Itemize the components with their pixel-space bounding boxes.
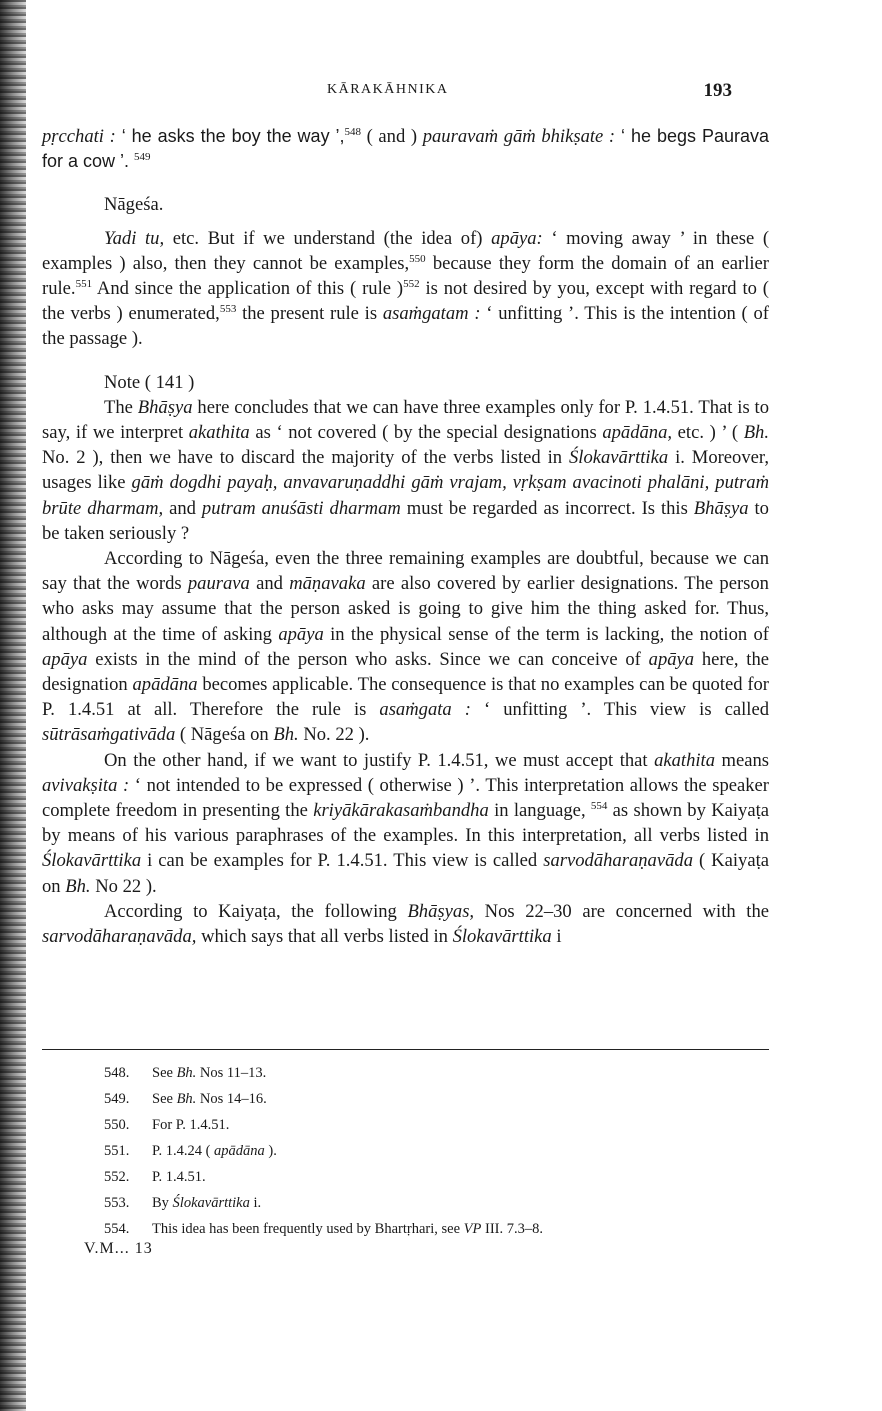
text: ( and ): [361, 126, 423, 147]
term: sarvodāharaṇavāda: [543, 850, 693, 872]
footnote-ref[interactable]: 553: [219, 303, 237, 316]
text: i can be examples for P. 1.4.51. This view is called: [141, 850, 544, 872]
text: The: [104, 396, 138, 418]
term: asaṁgata :: [379, 699, 471, 721]
text: are also covered by earlier designations. The person who asks may assume that the person asked is going to give him the thing asked for. Thus, although at the time of asking: [42, 573, 769, 645]
text: P. 1.4.24 (: [152, 1143, 215, 1159]
text: etc. But if we understand (the idea of): [164, 227, 492, 249]
text: On the other hand, if we want to justify P. 1.4.51, we must accept that: [104, 749, 655, 771]
footnotes: [104, 1060, 769, 1242]
text: to be taken seriously ?: [42, 497, 769, 544]
term: apāya: [648, 648, 695, 670]
text: here concludes that we can have three examples only for P. 1.4.51. That is to say, if we interpret: [42, 396, 770, 444]
text: because they form the domain of an earlier rule.: [42, 252, 769, 300]
text: By: [152, 1195, 173, 1211]
text: must be regarded as incorrect. Is this: [400, 497, 694, 519]
signature-mark: V.M... 13: [84, 1240, 153, 1257]
text: ‘ moving away ’ in these ( examples ) also, then they cannot be examples,: [42, 227, 770, 274]
text: and: [249, 573, 290, 595]
footnote: [104, 1164, 769, 1190]
term: avivakṣita :: [42, 774, 130, 796]
term: sūtrāsaṁgativāda: [42, 724, 176, 746]
nagesa-paragraph: [42, 226, 769, 352]
text: ‘ unfitting ’. This is the intention ( of the passage ).: [42, 303, 769, 350]
term: apāya: [42, 648, 88, 670]
text: as shown by Kaiyaṭa by means of his various paraphrases of the examples. In this interpretation, all verbs listed in: [42, 800, 770, 847]
term: māṇavaka: [289, 573, 366, 595]
text: becomes applicable. The consequence is that no examples can be quoted for P. 1.4.51 at all. Therefore the rule is: [42, 674, 770, 721]
footnote: [104, 1216, 769, 1242]
text: No. 22 ).: [298, 724, 370, 746]
page-number: 193: [703, 80, 732, 101]
running-head: KĀRAKĀHNIKA: [327, 82, 449, 97]
text: See: [152, 1065, 177, 1081]
footnote: [104, 1060, 769, 1086]
term: gāṁ dogdhi payaḥ, anvavaruṇaddhi gāṁ vrajam, vṛkṣam avacinoti phalāni, putraṁ brūte dharmam,: [42, 472, 769, 519]
text: here, the designation: [42, 648, 769, 696]
page-header: [42, 80, 772, 104]
text: in language,: [488, 800, 591, 822]
text: ‘ unfitting ’. This view is called: [470, 699, 769, 721]
text: means: [715, 749, 769, 771]
footnote-ref[interactable]: 549: [134, 151, 151, 164]
term: paurava: [187, 573, 250, 595]
term: pauravaṁ gāṁ bhikṣate :: [422, 126, 616, 147]
term: Bhāṣya: [693, 497, 749, 519]
footnote-ref[interactable]: 550: [409, 252, 426, 265]
text: ( Kaiyaṭa on: [42, 850, 769, 897]
term: asaṁgatam :: [382, 303, 481, 325]
term: Yadi tu,: [104, 227, 165, 249]
term: pṛcchati :: [42, 126, 116, 147]
note-paragraph-1: [42, 395, 769, 546]
text: exists in the mind of the person who asks. Since we can conceive of: [87, 648, 649, 670]
text: For P. 1.4.51.: [152, 1117, 230, 1133]
text: According to Nāgeśa, even the three remaining examples are doubtful, because we can say that the words: [42, 548, 769, 595]
text: is not desired by you, except with regard to ( the verbs ) enumerated,: [42, 278, 769, 325]
term: apāya:: [491, 227, 543, 249]
term: putram anuśāsti dharmam: [201, 497, 401, 519]
text: and: [163, 497, 202, 519]
text: as ‘ not covered ( by the special designations: [249, 422, 603, 444]
footnote-number: 549.: [104, 1091, 130, 1107]
footnote-divider: [42, 1049, 769, 1050]
term: Bhāṣyas,: [407, 900, 475, 922]
footnote: [104, 1112, 769, 1138]
note-paragraph-2: [42, 546, 769, 748]
text: etc. ) ’ (: [672, 422, 744, 444]
term: Bh.: [273, 724, 299, 746]
text: And since the application of this ( rule ): [92, 278, 404, 300]
term: Bh.: [743, 422, 769, 444]
term: Bhāṣya: [137, 396, 193, 418]
term: Ślokavārttika: [452, 926, 552, 948]
footnote-number: 552.: [104, 1169, 130, 1185]
term: Ślokavārttika: [42, 850, 142, 872]
text: i: [551, 926, 562, 948]
text: P. 1.4.51.: [152, 1169, 206, 1185]
text: i.: [249, 1195, 262, 1211]
term: VP: [463, 1221, 482, 1237]
note-paragraph-4: [42, 899, 769, 949]
term: sarvodāharaṇavāda,: [42, 926, 197, 948]
text: the present rule is: [236, 303, 383, 325]
text: No. 2 ), then we have to discard the majority of the verbs listed in: [42, 447, 569, 469]
footnote-number: 554.: [104, 1221, 130, 1237]
text: According to Kaiyaṭa, the following: [104, 900, 408, 922]
text: ‘ not intended to be expressed ( otherwise ) ’. This interpretation allows the speaker complete freedom in presenting the: [42, 774, 769, 822]
term: Bh.: [176, 1091, 197, 1107]
main-text: [42, 124, 769, 949]
term: apādāna: [214, 1143, 265, 1159]
footnote-number: 553.: [104, 1195, 130, 1211]
scan-shadow-edge: [0, 0, 26, 1411]
text: This idea has been frequently used by Bhartṛhari, see: [152, 1221, 464, 1237]
footnote-ref[interactable]: 552: [403, 277, 420, 290]
term: kriyākārakasaṁbandha: [313, 800, 489, 822]
text: ‘ he begs Paurava for a cow ’.: [42, 126, 769, 172]
text: ‘ he asks the boy the way ’,: [115, 126, 345, 146]
footnote: [104, 1086, 769, 1112]
text: No 22 ).: [90, 875, 157, 897]
section-label-note: Note ( 141 ): [104, 371, 195, 393]
term: apādāna: [132, 674, 198, 696]
note-paragraph-3: [42, 748, 769, 899]
term: Bh.: [65, 875, 91, 897]
footnote: [104, 1138, 769, 1164]
section-label-nagesa: Nāgeśa.: [104, 194, 164, 216]
text: ).: [264, 1143, 277, 1159]
footnote-ref[interactable]: 548: [344, 125, 362, 138]
text: i. Moreover, usages like: [42, 447, 770, 494]
term: Ślokavārttika: [569, 447, 669, 469]
term: Bh.: [176, 1065, 197, 1081]
footnote-ref[interactable]: 554: [590, 799, 608, 812]
term: Ślokavārttika: [172, 1195, 250, 1211]
text: See: [152, 1091, 177, 1107]
text: in the physical sense of the term is lacking, the notion of: [323, 623, 769, 645]
text: Nos 11–13.: [196, 1065, 267, 1081]
carryover-paragraph: [42, 124, 769, 174]
footnote: [104, 1190, 769, 1216]
footnote-number: 550.: [104, 1117, 130, 1133]
text: which says that all verbs listed in: [196, 926, 453, 948]
text: Nos 14–16.: [196, 1091, 267, 1107]
text: III. 7.3–8.: [481, 1221, 543, 1237]
term: akathita: [188, 422, 250, 444]
footnote-number: 551.: [104, 1143, 130, 1159]
footnote-ref[interactable]: 551: [75, 277, 93, 290]
text: ( Nāgeśa on: [175, 724, 274, 746]
text: Nos 22–30 are concerned with the: [474, 900, 770, 922]
footnote-number: 548.: [104, 1065, 130, 1081]
term: apādāna,: [602, 422, 673, 444]
term: akathita: [654, 749, 716, 771]
term: apāya: [278, 623, 324, 645]
